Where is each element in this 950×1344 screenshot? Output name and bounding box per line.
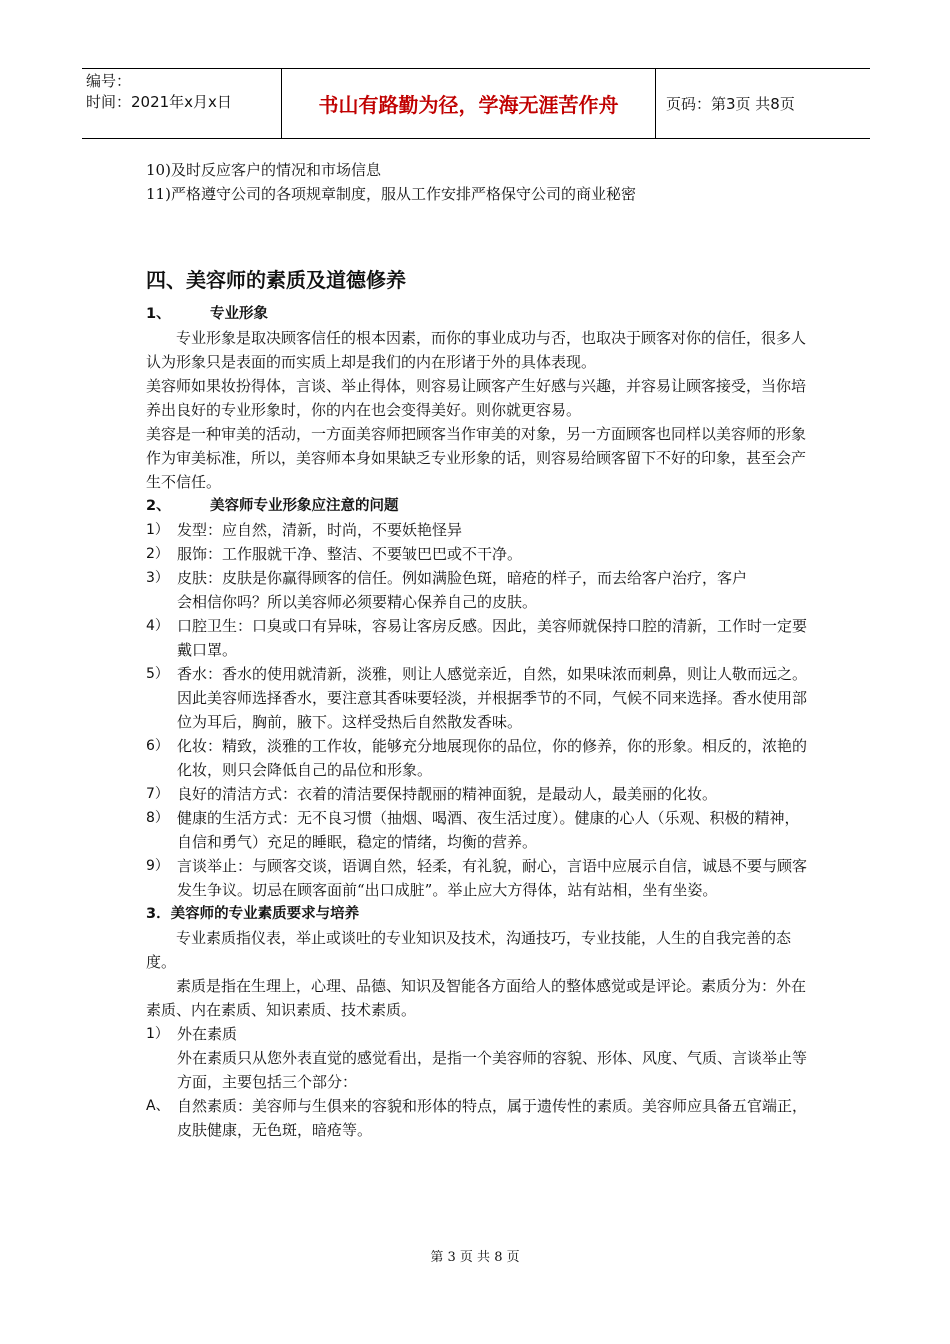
item-text: 化妆：精致，淡雅的工作妆，能够充分地展现你的品位，你的修养，你的形象。相反的，浓艳的化妆，则只会降低自己的品位和形象。 [177, 737, 808, 779]
item-text: 香水：香水的使用就清新，淡雅，则让人感觉亲近，自然，如果味浓而刺鼻，则让人敬而远之。因此美容师选择香水，要注意其香味要轻淡，并根据季节的不同，气候不同来选择。香水使用部位为耳后，胸前，腋下。这样受热后自然散发香味。 [177, 665, 808, 731]
list-item [146, 1094, 810, 1142]
list-item [146, 566, 810, 590]
paragraph: 美容是一种审美的活动，一方面美容师把顾客当作审美的对象，另一方面顾客也同样以美容师的形象作为审美标准，所以，美容师本身如果缺乏专业形象的话，则容易给顾客留下不好的印象，甚至会产生不信任。 [146, 425, 807, 491]
subsection-heading: 3．美容师的专业素质要求与培养 [146, 906, 360, 922]
header-page-info: 页码：第3页 共8页 [666, 95, 795, 113]
item-number: 4） [146, 618, 169, 634]
section-title: 四、美容师的素质及道德修养 [146, 268, 406, 292]
header-motto: 书山有路勤为径，学海无涯苦作舟 [282, 69, 656, 138]
item-text: 服饰：工作服就干净、整洁、不要皱巴巴或不干净。 [177, 545, 523, 563]
item-text: 良好的清洁方式：衣着的清洁要保持靓丽的精神面貌，是最动人，最美丽的化妆。 [177, 785, 718, 803]
list-item: 11)严格遵守公司的各项规章制度，服从工作安排严格保守公司的商业秘密 [146, 185, 636, 203]
item-text: 皮肤：皮肤是你赢得顾客的信任。例如满脸色斑，暗疮的样子，而去给客户治疗，客户 [177, 569, 748, 587]
list-item [146, 518, 810, 542]
list-item [146, 1022, 810, 1046]
subsection-heading [146, 494, 810, 518]
list-item [146, 662, 810, 734]
page-footer: 第 3 页 共 8 页 [430, 1250, 520, 1265]
item-text: 健康的生活方式：无不良习惯（抽烟、喝酒、夜生活过度）。健康的心人（乐观、积极的精神，自信和勇气）充足的睡眠，稳定的情绪，均衡的营养。 [177, 809, 800, 851]
document-body [146, 158, 810, 1142]
list-item [146, 734, 810, 782]
list-item [146, 854, 810, 902]
paragraph: 专业形象是取决顾客信任的根本因素，而你的事业成功与否，也取决于顾客对你的信任，很多人认为形象只是表面的而实质上却是我们的内在形诸于外的具体表现。 [146, 329, 807, 371]
item-number: 8） [146, 810, 169, 826]
header-meta [82, 69, 282, 138]
item-text: 言谈举止：与顾客交谈，语调自然，轻柔，有礼貌，耐心，言语中应展示自信，诚恳不要与顾客发生争议。切忌在顾客面前“出口成脏”。举止应大方得体，站有站相，坐有坐姿。 [177, 857, 808, 899]
item-number: 6） [146, 738, 169, 754]
paragraph: 素质是指在生理上，心理、品德、知识及智能各方面给人的整体感觉或是评论。素质分为：外在素质、内在素质、知识素质、技术素质。 [146, 977, 807, 1019]
item-number: 1） [146, 1026, 169, 1042]
item-number: 1） [146, 522, 169, 538]
subsection-heading [146, 302, 810, 326]
list-item [146, 614, 810, 662]
paragraph: 美容师如果妆扮得体，言谈、举止得体，则容易让顾客产生好感与兴趣，并容易让顾客接受，当你培养出良好的专业形象时，你的内在也会变得美好。则你就更容易。 [146, 377, 807, 419]
subsection-title: 专业形象 [210, 306, 268, 322]
item-number: 3） [146, 570, 169, 586]
document-number-label: 编号： [86, 72, 132, 90]
list-item [146, 542, 810, 566]
list-item: 10)及时反应客户的情况和市场信息 [146, 161, 381, 179]
item-number [146, 590, 177, 614]
item-text: 会相信你吗？所以美容师必须要精心保养自己的皮肤。 [177, 593, 538, 611]
item-number: 7） [146, 786, 169, 802]
paragraph: 专业素质指仪表，举止或谈吐的专业知识及技术，沟通技巧，专业技能，人生的自我完善的态度。 [146, 929, 792, 971]
list-item [146, 782, 810, 806]
item-text: 口腔卫生：口臭或口有异味，容易让客房反感。因此，美容师就保持口腔的清新，工作时一定要戴口罩。 [177, 617, 808, 659]
item-number: A、 [146, 1098, 170, 1114]
subsection-title: 美容师专业形象应注意的问题 [210, 498, 399, 514]
item-text: 外在素质 [177, 1025, 238, 1043]
paragraph: 外在素质只从您外表直觉的感觉看出，是指一个美容师的容貌、形体、风度、气质、言谈举止等方面，主要包括三个部分： [177, 1049, 808, 1091]
subsection-number: 2、 [146, 498, 171, 514]
item-text: 发型：应自然，清新，时尚，不要妖艳怪异 [177, 521, 463, 539]
item-text: 自然素质：美容师与生俱来的容貌和形体的特点，属于遗传性的素质。美容师应具备五官端正，皮肤健康，无色斑，暗疮等。 [177, 1097, 808, 1139]
list-item [146, 590, 810, 614]
page-header [82, 68, 870, 139]
subsection-number: 1、 [146, 306, 171, 322]
document-date: 时间：2021年x月x日 [86, 93, 232, 111]
item-number: 9） [146, 858, 169, 874]
item-number: 2） [146, 546, 169, 562]
item-number: 5） [146, 666, 169, 682]
list-item [146, 806, 810, 854]
